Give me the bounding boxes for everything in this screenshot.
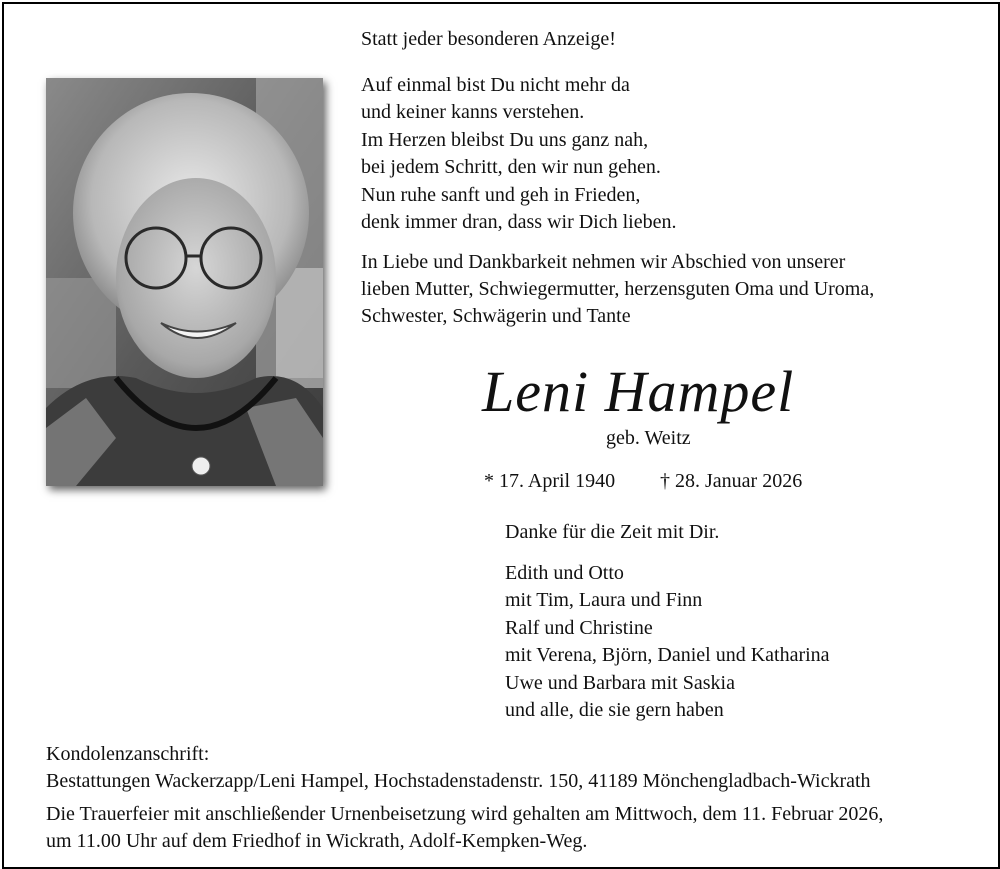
family-line: mit Tim, Laura und Finn bbox=[505, 589, 703, 611]
intro-line: In Liebe und Dankbarkeit nehmen wir Abschied von unserer bbox=[361, 251, 846, 273]
thanks-text: Danke für die Zeit mit Dir. bbox=[505, 521, 720, 543]
intro-line: Schwester, Schwägerin und Tante bbox=[361, 305, 631, 327]
poem-line: und keiner kanns verstehen. bbox=[361, 101, 585, 123]
intro-line: lieben Mutter, Schwiegermutter, herzensguten Oma und Uroma, bbox=[361, 278, 875, 300]
portrait-photo bbox=[46, 78, 323, 486]
death-date: † 28. Januar 2026 bbox=[660, 470, 803, 492]
condolence-address: Bestattungen Wackerzapp/Leni Hampel, Hochstadenstadenstr. 150, 41189 Mönchengladbach-Wickrath bbox=[46, 770, 871, 792]
poem-line: denk immer dran, dass wir Dich lieben. bbox=[361, 211, 677, 233]
funeral-info: um 11.00 Uhr auf dem Friedhof in Wickrath, Adolf-Kempken-Weg. bbox=[46, 830, 588, 852]
family-line: Uwe und Barbara mit Saskia bbox=[505, 672, 735, 694]
poem-line: bei jedem Schritt, den wir nun gehen. bbox=[361, 156, 661, 178]
poem-line: Auf einmal bist Du nicht mehr da bbox=[361, 74, 630, 96]
condolence-label: Kondolenzanschrift: bbox=[46, 743, 210, 765]
funeral-info: Die Trauerfeier mit anschließender Urnenbeisetzung wird gehalten am Mittwoch, dem 11. Februar 2026, bbox=[46, 803, 884, 825]
deceased-name: Leni Hampel bbox=[482, 359, 795, 424]
family-line: und alle, die sie gern haben bbox=[505, 699, 724, 721]
birth-date: * 17. April 1940 bbox=[484, 470, 616, 492]
family-line: mit Verena, Björn, Daniel und Katharina bbox=[505, 644, 830, 666]
header-text: Statt jeder besonderen Anzeige! bbox=[361, 28, 616, 50]
family-line: Ralf und Christine bbox=[505, 617, 653, 639]
poem-line: Im Herzen bleibst Du uns ganz nah, bbox=[361, 129, 649, 151]
family-line: Edith und Otto bbox=[505, 562, 624, 584]
poem-line: Nun ruhe sanft und geh in Frieden, bbox=[361, 184, 641, 206]
maiden-name: geb. Weitz bbox=[606, 427, 691, 449]
